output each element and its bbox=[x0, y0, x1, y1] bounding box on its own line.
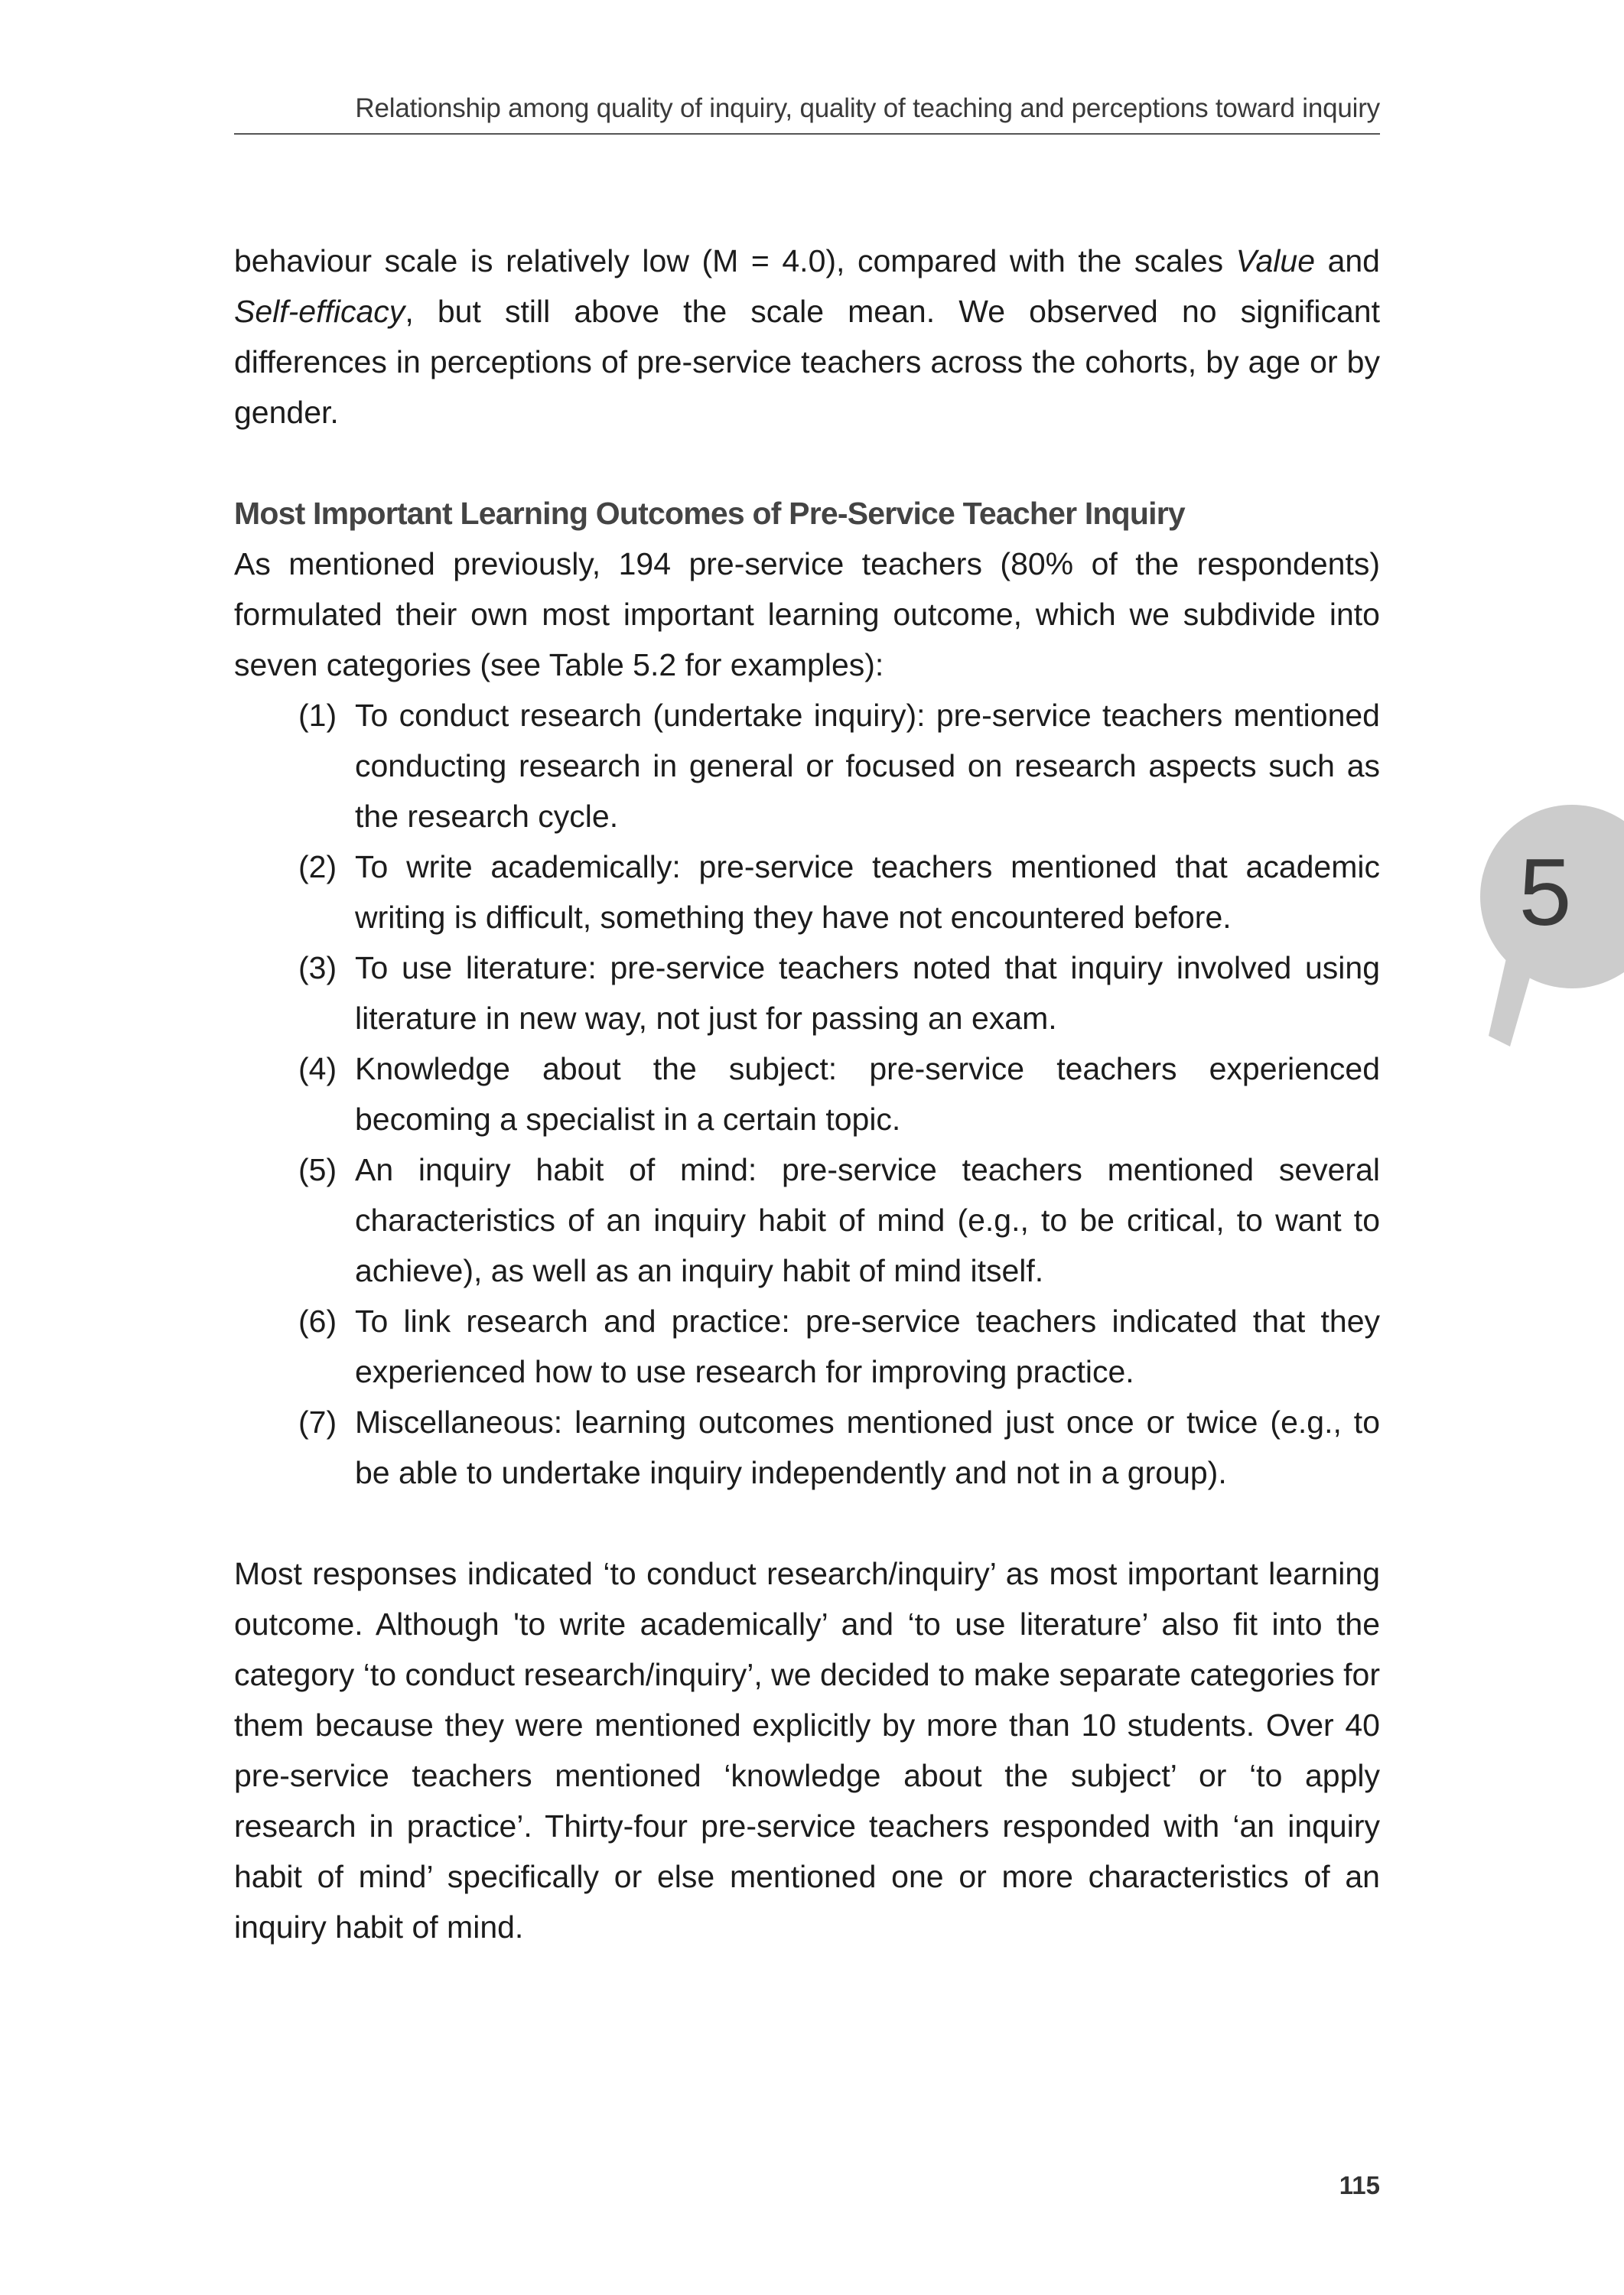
section-lead-paragraph: As mentioned previously, 194 pre-service teachers (80% of the respondents) formulated their own most important learning outcome, which we subdivide into seven categories (see Table 5.2 for examples): bbox=[234, 546, 1380, 682]
value-term: Value bbox=[1235, 243, 1316, 278]
list-item bbox=[234, 842, 1380, 942]
list-item-number: (6) bbox=[298, 1304, 337, 1339]
paragraph-gap bbox=[234, 438, 1380, 488]
intro-text-2: and bbox=[1315, 243, 1380, 278]
list-item-number: (5) bbox=[298, 1152, 337, 1187]
list-item bbox=[234, 942, 1380, 1043]
list-item-number: (1) bbox=[298, 698, 337, 733]
list-item-number: (2) bbox=[298, 849, 337, 884]
list-item bbox=[234, 1144, 1380, 1296]
list-item-text: Knowledge about the subject: pre-service teachers experienced becoming a specialist in a certain topic. bbox=[355, 1051, 1380, 1137]
list-item-text: To write academically: pre-service teachers mentioned that academic writing is difficult, something they have not encountered before. bbox=[355, 849, 1380, 935]
list-item bbox=[234, 1296, 1380, 1397]
closing-paragraph: Most responses indicated ‘to conduct research/inquiry’ as most important learning outcome. Although 'to write academically’ and ‘to use literature’ also fit into the category ‘to conduct research/inquiry’, we decided to make separate categories for them because they were mentioned explicitly by more than 10 students. Over 40 pre-service teachers mentioned ‘knowledge about the subject’ or ‘to apply research in practice’. Thirty-four pre-service teachers responded with ‘an inquiry habit of mind’ specifically or else mentioned one or more characteristics of an inquiry habit of mind. bbox=[234, 1556, 1380, 1945]
body-text bbox=[234, 236, 1380, 1952]
chapter-number: 5 bbox=[1518, 840, 1572, 946]
list-item-text: Miscellaneous: learning outcomes mentioned just once or twice (e.g., to be able to undertake inquiry independently and not in a group). bbox=[355, 1405, 1380, 1490]
list-item bbox=[234, 1397, 1380, 1498]
outcomes-list bbox=[234, 690, 1380, 1498]
list-item bbox=[234, 690, 1380, 842]
paragraph-gap bbox=[234, 1498, 1380, 1548]
intro-paragraph bbox=[234, 236, 1380, 438]
list-item-number: (7) bbox=[298, 1405, 337, 1440]
list-item-text: To use literature: pre-service teachers noted that inquiry involved using literature in new way, not just for passing an exam. bbox=[355, 950, 1380, 1036]
section-heading: Most Important Learning Outcomes of Pre-Service Teacher Inquiry bbox=[234, 496, 1185, 531]
list-item-text: To link research and practice: pre-service teachers indicated that they experienced how to use research for improving practice. bbox=[355, 1304, 1380, 1389]
header-rule bbox=[234, 133, 1380, 135]
list-item-number: (4) bbox=[298, 1051, 337, 1086]
list-item bbox=[234, 1043, 1380, 1144]
self-efficacy-term: Self-efficacy bbox=[234, 294, 405, 329]
page-number: 115 bbox=[1339, 2171, 1380, 2199]
running-header: Relationship among quality of inquiry, quality of teaching and perceptions toward inquiry bbox=[355, 93, 1380, 123]
list-item-text: An inquiry habit of mind: pre-service teachers mentioned several characteristics of an inquiry habit of mind (e.g., to be critical, to want to achieve), as well as an inquiry habit of mind itself. bbox=[355, 1152, 1380, 1288]
list-item-number: (3) bbox=[298, 950, 337, 985]
list-item-text: To conduct research (undertake inquiry): pre-service teachers mentioned conducting research in general or focused on research aspects such as the research cycle. bbox=[355, 698, 1380, 834]
intro-text-3: , but still above the scale mean. We observed no significant differences in perceptions of pre-service teachers across the cohorts, by age or by gender. bbox=[234, 294, 1380, 430]
intro-text-1: behaviour scale is relatively low (M = 4.0), compared with the scales bbox=[234, 243, 1236, 278]
